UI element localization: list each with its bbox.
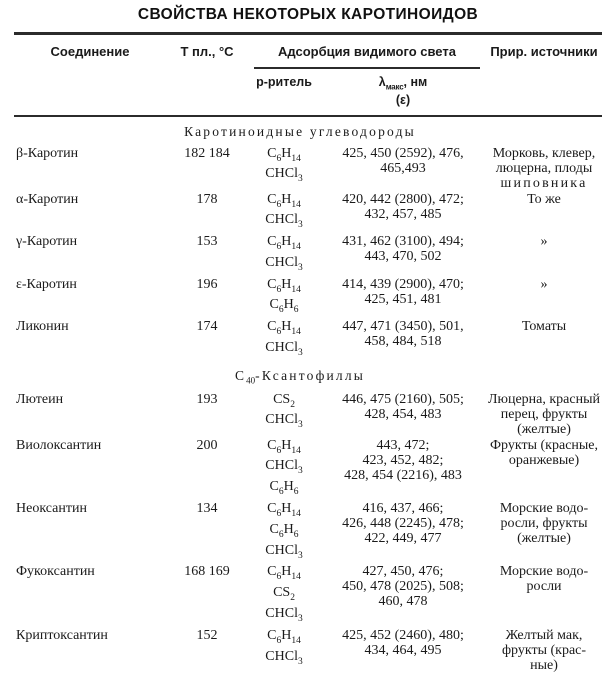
table-subheader-row bbox=[14, 69, 602, 93]
lambda-max-line: 422, 449, 477 bbox=[364, 530, 442, 546]
solvent-formula: CHCl$_3$ bbox=[265, 412, 303, 431]
source-line: Томаты bbox=[521, 319, 567, 335]
compound-name: Фукоксантин bbox=[16, 564, 95, 580]
solvent-formula: $C_6H_{14}$ bbox=[267, 319, 301, 338]
lambda-unit: , нм bbox=[403, 75, 428, 89]
lambda-max-line: 423, 452, 482; bbox=[362, 452, 444, 468]
section-heading-prefix: $C_{40}$ bbox=[234, 367, 256, 386]
lambda-subscript: макс bbox=[385, 82, 404, 92]
header-compound: Соединение bbox=[50, 44, 130, 59]
natural-sources bbox=[486, 233, 602, 276]
source-line: Морковь, клевер, bbox=[492, 145, 596, 161]
section-heading-text: -Ксантофиллы bbox=[255, 367, 366, 383]
melting-point: 178 bbox=[196, 191, 218, 207]
table-row bbox=[14, 627, 602, 673]
table-row bbox=[14, 145, 602, 191]
lambda-max-line: 425, 452 (2460), 480; bbox=[342, 627, 464, 643]
properties-table-body bbox=[14, 117, 602, 673]
compound-name: ε-Каротин bbox=[16, 276, 77, 292]
source-line: фрукты (крас- bbox=[501, 642, 587, 658]
melting-point: 153 bbox=[196, 234, 218, 250]
source-line: росли bbox=[526, 579, 562, 595]
solvent-formula: $C_6H_6$ bbox=[269, 479, 299, 497]
source-line: Фрукты (красные, bbox=[490, 437, 599, 453]
lambda-max-values bbox=[320, 500, 486, 563]
solvent-formula: $C_6H_{14}$ bbox=[267, 234, 301, 252]
natural-sources bbox=[486, 437, 602, 500]
solvent-formula: $C_6H_{14}$ bbox=[267, 437, 301, 456]
lambda-max-line: 426, 448 (2245), 478; bbox=[342, 515, 464, 531]
lambda-max-line: 458, 484, 518 bbox=[364, 334, 442, 350]
melting-point: 168 169 bbox=[184, 564, 230, 580]
source-line: Люцерна, красный bbox=[488, 391, 601, 407]
ditto-mark: » bbox=[540, 234, 548, 250]
header-sources: Прир. источники bbox=[490, 44, 598, 59]
table-row bbox=[14, 191, 602, 234]
solvent-formula: CHCl$_3$ bbox=[265, 542, 303, 561]
source-line: оранжевые) bbox=[508, 452, 580, 468]
lambda-max-values bbox=[320, 145, 486, 191]
lambda-max-line: 425, 450 (2592), 476, bbox=[342, 145, 464, 161]
lambda-max-line: 465,493 bbox=[380, 160, 426, 176]
lambda-max-line: 446, 475 (2160), 505; bbox=[342, 391, 464, 407]
header-melting-point: Т пл., °С bbox=[180, 44, 234, 59]
solvent-list bbox=[248, 437, 320, 500]
compound-name: Неоксантин bbox=[16, 500, 87, 516]
ditto-mark: » bbox=[540, 276, 548, 292]
section-heading-text: Каротиноидные углеводороды bbox=[184, 123, 416, 139]
solvent-formula: CHCl$_3$ bbox=[265, 254, 303, 273]
lambda-max-line: 434, 464, 495 bbox=[364, 642, 442, 658]
section-heading-row bbox=[14, 117, 602, 145]
table-epsilon-row bbox=[14, 93, 602, 115]
lambda-max-line: 443, 472; bbox=[376, 437, 430, 453]
natural-sources bbox=[486, 627, 602, 673]
solvent-list bbox=[248, 276, 320, 319]
solvent-formula: CHCl$_3$ bbox=[265, 340, 303, 358]
solvent-formula: $C_6H_6$ bbox=[269, 521, 299, 540]
natural-sources bbox=[486, 145, 602, 191]
source-line: росли, фрукты bbox=[500, 515, 588, 531]
section-heading-subscript: 40 bbox=[246, 375, 256, 386]
section-heading bbox=[14, 117, 602, 145]
melting-point: 196 bbox=[196, 276, 218, 292]
lambda-symbol: λ bbox=[378, 75, 386, 89]
natural-sources bbox=[486, 318, 602, 361]
solvent-list bbox=[248, 145, 320, 191]
header-absorption: Адсорбция видимого света bbox=[278, 44, 456, 59]
solvent-formula: $C_6H_{14}$ bbox=[267, 276, 301, 295]
melting-point: 193 bbox=[196, 391, 218, 407]
table-row bbox=[14, 233, 602, 276]
source-line: ные) bbox=[530, 657, 558, 673]
lambda-max-values bbox=[320, 318, 486, 361]
solvent-formula: $C_6H_{14}$ bbox=[267, 500, 301, 519]
lambda-max-line: 447, 471 (3450), 501, bbox=[342, 319, 464, 335]
solvent-formula: CHCl$_3$ bbox=[265, 605, 303, 624]
lambda-max-line: 431, 462 (3100), 494; bbox=[342, 234, 464, 250]
lambda-max-values bbox=[320, 391, 486, 437]
table-row bbox=[14, 563, 602, 626]
table-row bbox=[14, 437, 602, 500]
melting-point: 174 bbox=[196, 319, 218, 335]
compound-name: γ-Каротин bbox=[16, 234, 78, 250]
lambda-max-line: 432, 457, 485 bbox=[364, 206, 442, 222]
solvent-formula: CHCl$_3$ bbox=[265, 648, 303, 667]
lambda-max-line: 428, 454, 483 bbox=[364, 406, 442, 422]
lambda-max-line: 420, 442 (2800), 472; bbox=[342, 191, 464, 207]
lambda-max-values bbox=[320, 191, 486, 234]
compound-name: Ликонин bbox=[16, 319, 69, 335]
natural-sources bbox=[486, 563, 602, 626]
lambda-max-values bbox=[320, 627, 486, 673]
source-line: шиповника bbox=[500, 175, 588, 191]
source-line: перец, фрукты bbox=[500, 406, 588, 422]
source-line: Морские водо- bbox=[499, 500, 589, 516]
lambda-max-line: 450, 478 (2025), 508; bbox=[342, 579, 464, 595]
solvent-formula: $C_6H_{14}$ bbox=[267, 191, 301, 210]
compound-name: Лютеин bbox=[16, 391, 64, 407]
header-lambda-max bbox=[320, 69, 486, 93]
table-row bbox=[14, 500, 602, 563]
compound-name: α-Каротин bbox=[16, 191, 79, 207]
source-line: люцерна, плоды bbox=[495, 160, 593, 176]
solvent-formula: $C_6H_{14}$ bbox=[267, 145, 301, 164]
lambda-max-line: 460, 478 bbox=[378, 594, 428, 610]
lambda-max-values bbox=[320, 437, 486, 500]
solvent-formula: CHCl$_3$ bbox=[265, 166, 303, 185]
lambda-max-line: 428, 454 (2216), 483 bbox=[344, 467, 462, 483]
header-epsilon: (ε) bbox=[395, 92, 411, 107]
source-line: (желтые) bbox=[517, 530, 571, 546]
solvent-formula: $C_6H_{14}$ bbox=[267, 564, 301, 583]
natural-sources bbox=[486, 276, 602, 319]
compound-name: β-Каротин bbox=[16, 145, 79, 161]
source-line: (желтые) bbox=[517, 421, 571, 437]
lambda-max-values bbox=[320, 276, 486, 319]
melting-point: 200 bbox=[196, 437, 218, 453]
page-title: СВОЙСТВА НЕКОТОРЫХ КАРОТИНОИДОВ bbox=[137, 6, 479, 23]
solvent-list bbox=[248, 233, 320, 276]
melting-point: 152 bbox=[196, 627, 218, 643]
solvent-formula: CHCl$_3$ bbox=[265, 458, 303, 477]
table-row bbox=[14, 318, 602, 361]
lambda-max-line: 416, 437, 466; bbox=[362, 500, 444, 516]
melting-point: 182 184 bbox=[184, 145, 230, 161]
solvent-formula: CHCl$_3$ bbox=[265, 212, 303, 231]
compound-name: Виолоксантин bbox=[16, 437, 102, 453]
natural-sources bbox=[486, 391, 602, 437]
solvent-list bbox=[248, 500, 320, 563]
solvent-formula: $CS_2$ bbox=[273, 585, 295, 603]
melting-point: 134 bbox=[196, 500, 218, 516]
lambda-max-line: 427, 450, 476; bbox=[362, 564, 444, 580]
source-line: То же bbox=[527, 191, 561, 207]
lambda-max-line: 425, 451, 481 bbox=[364, 291, 442, 307]
table-header-row bbox=[14, 35, 602, 67]
table-row bbox=[14, 391, 602, 437]
solvent-list bbox=[248, 627, 320, 673]
properties-table bbox=[14, 35, 602, 115]
natural-sources bbox=[486, 191, 602, 234]
source-line: Желтый мак, bbox=[505, 627, 583, 643]
compound-name: Криптоксантин bbox=[16, 627, 108, 643]
lambda-max-values bbox=[320, 563, 486, 626]
source-line: Морские водо- bbox=[499, 564, 589, 580]
solvent-formula: $C_6H_{14}$ bbox=[267, 627, 301, 646]
section-heading-row bbox=[14, 361, 602, 391]
solvent-list bbox=[248, 391, 320, 437]
solvent-list bbox=[248, 318, 320, 361]
lambda-max-line: 443, 470, 502 bbox=[364, 249, 442, 265]
solvent-formula: $CS_2$ bbox=[273, 391, 295, 410]
lambda-max-values bbox=[320, 233, 486, 276]
solvent-formula: $C_6H_6$ bbox=[269, 297, 299, 316]
natural-sources bbox=[486, 500, 602, 563]
header-solvent: р-ритель bbox=[256, 75, 312, 89]
lambda-max-line: 414, 439 (2900), 470; bbox=[342, 276, 464, 292]
solvent-list bbox=[248, 191, 320, 234]
solvent-list bbox=[248, 563, 320, 626]
section-heading bbox=[14, 361, 602, 391]
table-row bbox=[14, 276, 602, 319]
